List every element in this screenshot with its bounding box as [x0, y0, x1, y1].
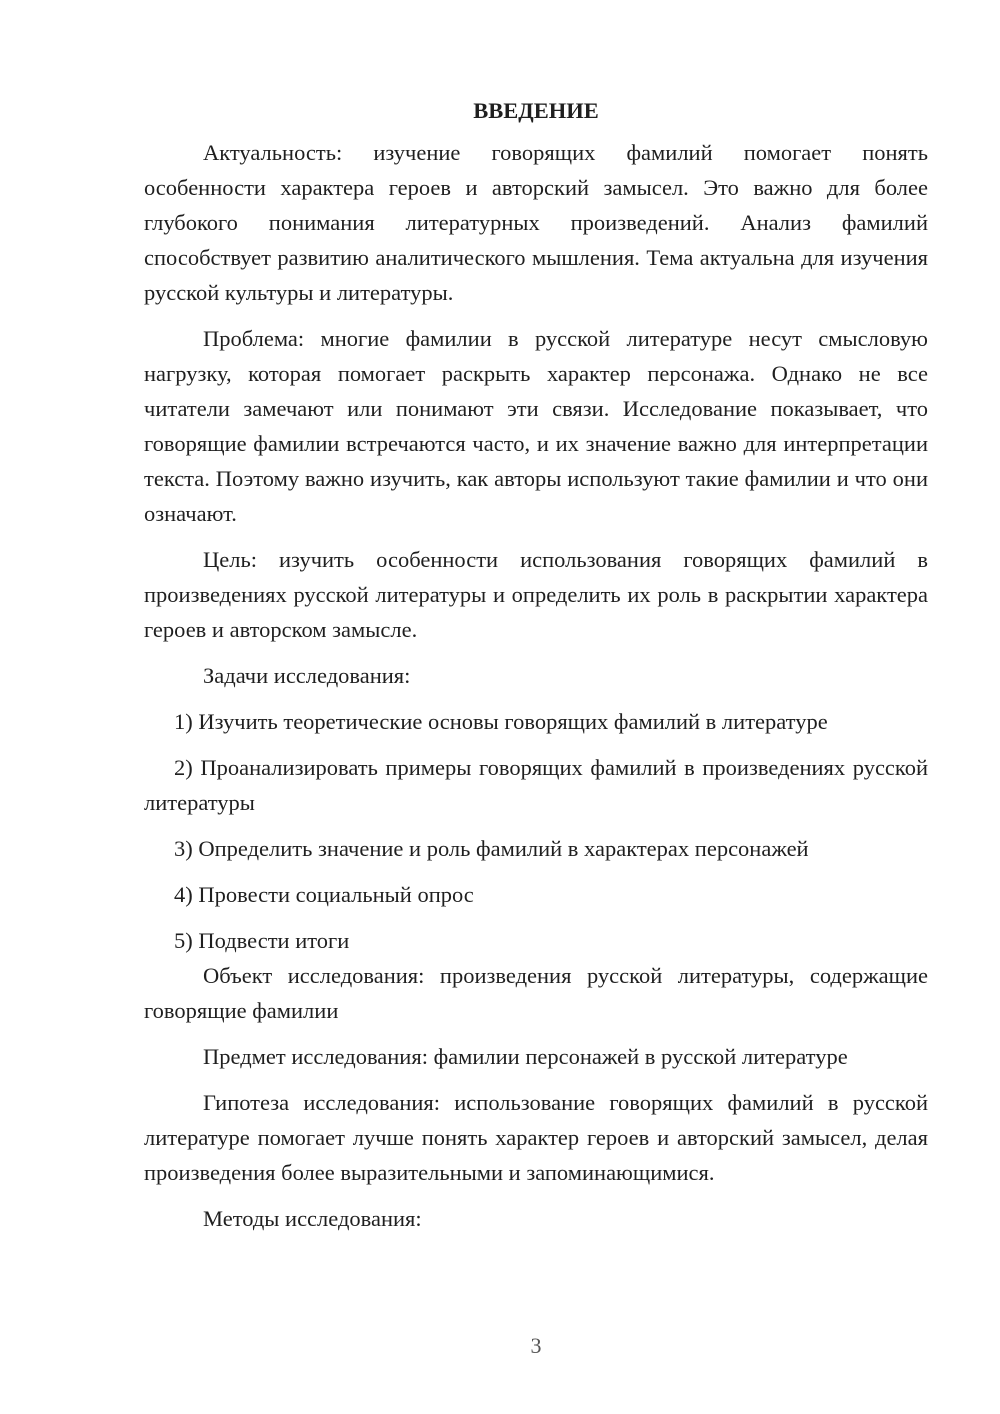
- relevance-paragraph: Актуальность: изучение говорящих фамилий помогает понять особенности характера героев и авторский замысел. Это важно для более глубокого понимания литературных произведений. Анализ фамилий способствует развитию аналитического мышления. Тема актуальна для изучения русской культуры и литературы.: [144, 140, 928, 305]
- object-paragraph: Объект исследования: произведения русской литературы, содержащие говорящие фамилии: [144, 963, 928, 1023]
- hypothesis-paragraph: Гипотеза исследования: использование говорящих фамилий в русской литературе помогает лучше понять характер героев и авторский замысел, делая произведения более выразительными и запоминающимися.: [144, 1090, 928, 1185]
- task-item-1: 1) Изучить теоретические основы говорящих фамилий в литературе: [174, 709, 828, 734]
- tasks-heading: Задачи исследования:: [203, 663, 411, 688]
- task-item-2: 2) Проанализировать примеры говорящих фамилий в произведениях русской литературы: [144, 755, 928, 815]
- goal-paragraph: Цель: изучить особенности использования говорящих фамилий в произведениях русской литературы и определить их роль в раскрытии характера героев и авторском замысле.: [144, 547, 928, 642]
- methods-heading: Методы исследования:: [203, 1206, 422, 1231]
- task-item-4: 4) Провести социальный опрос: [174, 882, 474, 907]
- subject-paragraph: Предмет исследования: фамилии персонажей в русской литературе: [203, 1044, 848, 1069]
- problem-paragraph: Проблема: многие фамилии в русской литературе несут смысловую нагрузку, которая помогает раскрыть характер персонажа. Однако не все читатели замечают или понимают эти связи. Исследование показывает, что говорящие фамилии встречаются часто, и их значение важно для интерпретации текста. Поэтому важно изучить, как авторы используют такие фамилии и что они означают.: [144, 326, 928, 526]
- task-item-3: 3) Определить значение и роль фамилий в характерах персонажей: [174, 836, 809, 861]
- task-item-5: 5) Подвести итоги: [174, 928, 350, 953]
- page-title: ВВЕДЕНИЕ: [473, 98, 599, 123]
- document-page: [144, 92, 928, 1247]
- page-number: 3: [530, 1333, 542, 1358]
